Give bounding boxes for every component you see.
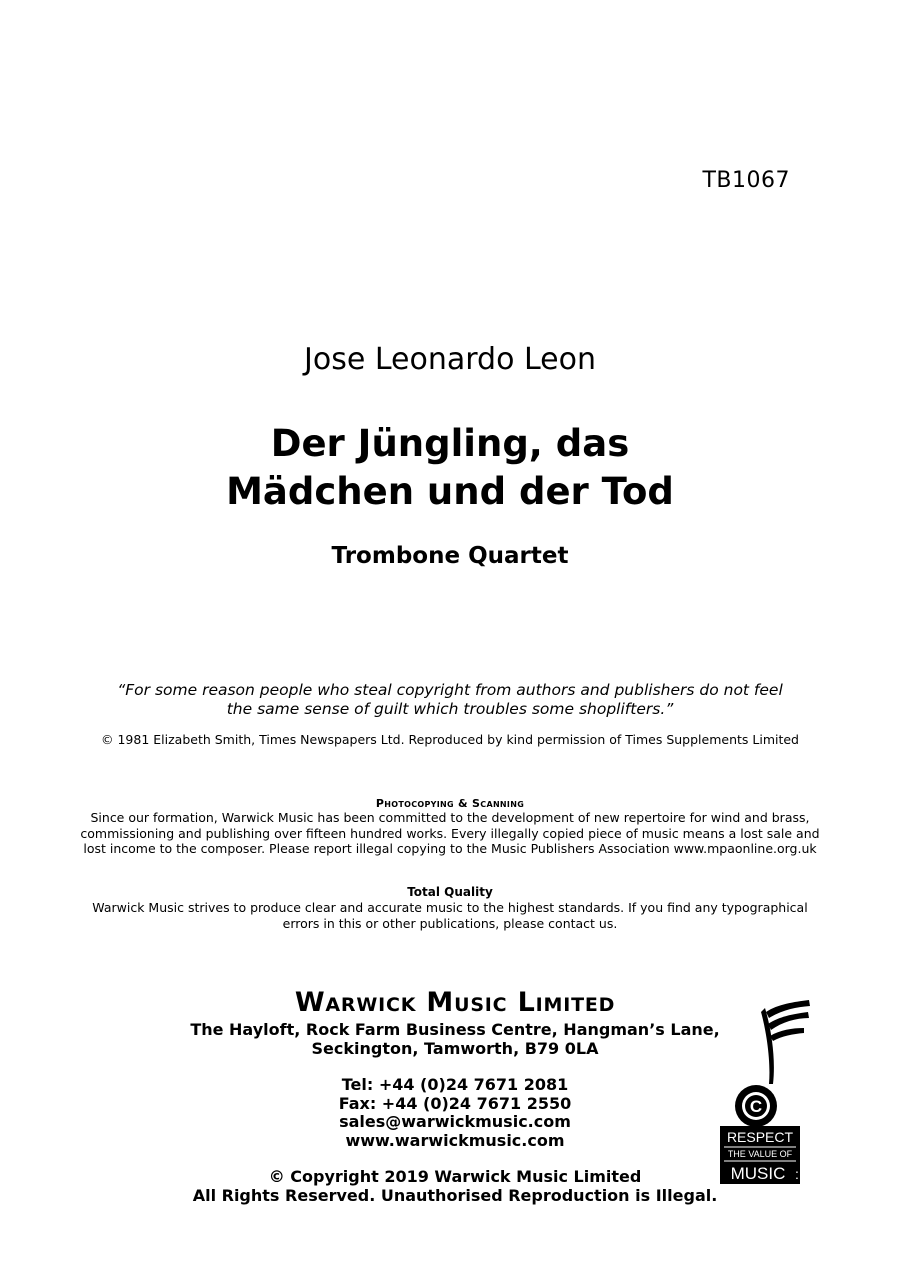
logo-line-3: MUSIC <box>730 1164 786 1183</box>
piece-title <box>0 420 900 516</box>
notice-line: Warwick Music strives to produce clear and accurate music to the highest standards. If you find any typographical <box>92 900 808 915</box>
rights-line: All Rights Reserved. Unauthorised Reproduction is Illegal. <box>192 1185 718 1205</box>
publisher-name: Warwick Music Limited <box>294 987 616 1018</box>
composer-name: Jose Leonardo Leon <box>304 342 596 377</box>
quality-notice <box>0 900 900 931</box>
phone-line: Tel: +44 (0)24 7671 2081 <box>341 1075 569 1094</box>
catalog-code: TB1067 <box>702 168 790 193</box>
svg-text:C: C <box>749 1097 763 1116</box>
logo-line-1: RESPECT <box>726 1129 794 1145</box>
notice-line: commissioning and publishing over fifteen hundred works. Every illegally copied piece of music means a lost sale and <box>80 825 820 841</box>
svg-text::: : <box>795 1166 799 1182</box>
photocopying-heading: Photocopying & Scanning <box>375 797 525 810</box>
respect-music-logo <box>716 998 812 1188</box>
notice-line: Since our formation, Warwick Music has been committed to the development of new repertoire for wind and brass, <box>90 810 810 825</box>
quote-line: the same sense of guilt which troubles some shoplifters.” <box>226 700 674 718</box>
instrumentation-subtitle: Trombone Quartet <box>331 543 569 569</box>
music-note-copyright-icon <box>716 998 812 1188</box>
title-line: Mädchen und der Tod <box>226 470 674 513</box>
title-line: Der Jüngling, das <box>270 422 630 465</box>
website-line: www.warwickmusic.com <box>345 1130 565 1150</box>
notice-line: lost income to the composer. Please report illegal copying to the Music Publishers Association www.mpaonline.org.uk <box>83 841 817 856</box>
address-line: Seckington, Tamworth, B79 0LA <box>311 1038 599 1058</box>
quality-heading: Total Quality <box>407 885 493 899</box>
fax-line: Fax: +44 (0)24 7671 2550 <box>338 1093 572 1113</box>
photocopying-notice <box>0 810 900 857</box>
notice-line: errors in this or other publications, please contact us. <box>282 915 618 931</box>
quote-line: “For some reason people who steal copyright from authors and publishers do not feel <box>117 681 783 699</box>
email-line: sales@warwickmusic.com <box>339 1112 571 1131</box>
copyright-quote <box>0 681 900 719</box>
publisher-block <box>180 985 730 1205</box>
quote-credit: © 1981 Elizabeth Smith, Times Newspapers Ltd. Reproduced by kind permission of Times Supplements Limited <box>101 732 799 747</box>
address-line: The Hayloft, Rock Farm Business Centre, Hangman’s Lane, <box>190 1020 720 1039</box>
logo-line-2: THE VALUE OF <box>727 1149 793 1159</box>
copyright-line: © Copyright 2019 Warwick Music Limited <box>268 1167 642 1186</box>
